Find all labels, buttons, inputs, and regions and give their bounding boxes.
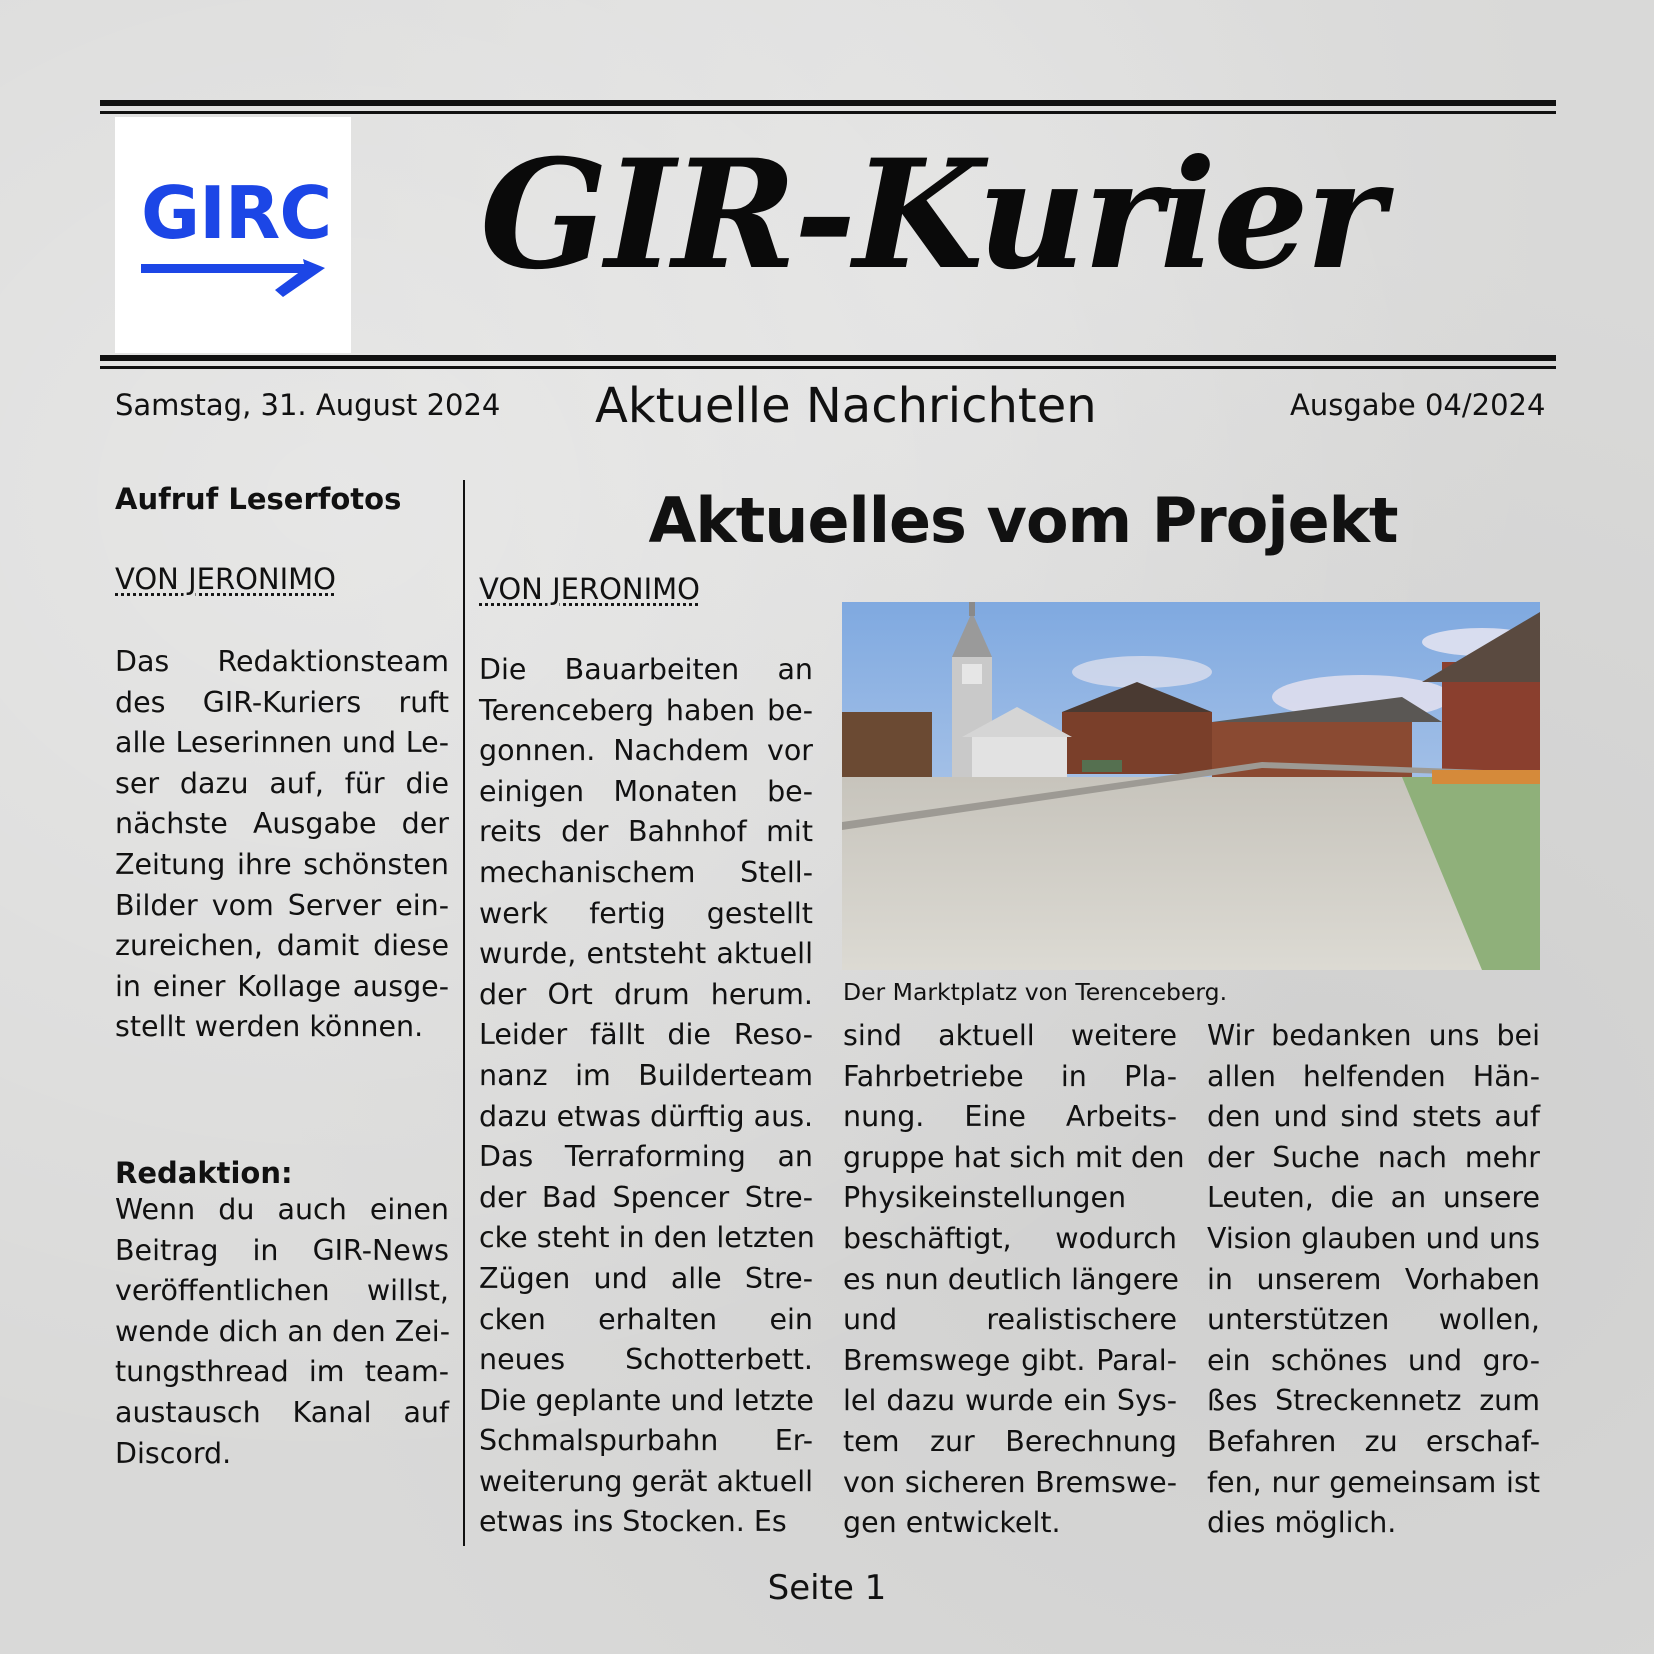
body-line: fen, nur gemeinsam ist xyxy=(1207,1465,1540,1499)
body-line: lel dazu wurde ein Sys- xyxy=(843,1384,1177,1418)
body-line: Befahren zu erschaf- xyxy=(1207,1424,1540,1458)
body-line: in unserem Vorhaben xyxy=(1207,1262,1540,1296)
body-line: neues Schotterbett. xyxy=(479,1343,813,1377)
body-line: Wir bedanken uns bei xyxy=(1207,1019,1540,1052)
body-line: Terenceberg haben be- xyxy=(479,693,813,727)
sidebar-byline: VON JERONIMO xyxy=(115,562,337,596)
body-line: ein schönes und gro- xyxy=(1207,1343,1540,1377)
section-title: Aktuelle Nachrichten xyxy=(595,378,1097,434)
body-line: Leuten, die an unsere xyxy=(1207,1181,1540,1215)
body-line: Zeitung ihre schönsten xyxy=(115,847,449,881)
body-line: ßes Streckennetz zum xyxy=(1207,1384,1540,1418)
body-line: von sicheren Bremswe- xyxy=(843,1465,1177,1499)
body-line: Das Redaktionsteam xyxy=(115,645,449,678)
body-line: tem zur Berechnung xyxy=(843,1424,1177,1458)
body-line: werk fertig gestellt xyxy=(479,896,813,930)
body-line: austausch Kanal auf xyxy=(115,1395,449,1429)
body-line: sind aktuell weitere xyxy=(843,1019,1177,1052)
article-column-2 xyxy=(843,1016,1185,1544)
body-line: nung. Eine Arbeits- xyxy=(843,1100,1177,1134)
body-line: dies möglich. xyxy=(1207,1506,1397,1540)
body-line: Fahrbetriebe in Pla- xyxy=(843,1059,1177,1093)
page-number: Seite 1 xyxy=(767,1568,887,1608)
body-line: cke steht in den letzten xyxy=(479,1221,815,1255)
body-line: reits der Bahnhof mit xyxy=(479,815,813,849)
masthead-title: GIR-Kurier xyxy=(480,127,1382,303)
issue-number: Ausgabe 04/2024 xyxy=(1290,388,1546,422)
body-line: und realistischere xyxy=(843,1303,1177,1337)
top-rule-thin xyxy=(100,111,1556,114)
body-line: nanz im Builderteam xyxy=(479,1058,813,1092)
photo-caption: Der Marktplatz von Terenceberg. xyxy=(843,978,1228,1006)
sidebar-article-title: Aufruf Leserfotos xyxy=(115,482,402,516)
body-line: allen helfenden Hän- xyxy=(1207,1059,1540,1093)
body-line: Die Bauarbeiten an xyxy=(479,653,813,686)
body-line: etwas ins Stocken. Es xyxy=(479,1505,787,1539)
body-line: gonnen. Nachdem vor xyxy=(479,734,813,768)
body-line: wurde, entsteht aktuell xyxy=(479,937,813,971)
body-line: mechanischem Stell- xyxy=(479,855,813,889)
body-line: stellt werden können. xyxy=(115,1010,424,1044)
article-headline: Aktuelles vom Projekt xyxy=(648,484,1398,557)
body-line: beschäftigt, wodurch xyxy=(843,1221,1177,1255)
top-rule xyxy=(100,100,1556,106)
arrow-icon xyxy=(141,259,331,299)
sidebar-article-body xyxy=(115,642,449,1048)
body-line: wende dich an den Zei- xyxy=(115,1314,450,1348)
body-line: Beitrag in GIR-News xyxy=(115,1233,449,1267)
body-line: Physikeinstellungen xyxy=(843,1181,1127,1215)
body-line: alle Leserinnen und Le- xyxy=(115,726,449,760)
header-rule xyxy=(100,355,1556,361)
body-line: Die geplante und letzte xyxy=(479,1383,814,1417)
header-rule-thin xyxy=(100,366,1556,369)
body-line: dazu etwas dürftig aus. xyxy=(479,1099,814,1133)
editorial-title: Redaktion: xyxy=(115,1155,293,1190)
body-line: ser dazu auf, für die xyxy=(115,766,449,800)
body-line: tungsthread im team- xyxy=(115,1355,449,1389)
body-line: zureichen, damit diese xyxy=(115,929,449,963)
body-line: Bilder vom Server ein- xyxy=(115,888,449,922)
body-line: in einer Kollage ausge- xyxy=(115,969,449,1003)
body-line: der Ort drum herum. xyxy=(479,977,813,1011)
body-line: Bremswege gibt. Paral- xyxy=(843,1343,1177,1377)
body-line: gruppe hat sich mit den xyxy=(843,1140,1185,1174)
body-line: es nun deutlich längere xyxy=(843,1262,1179,1296)
body-line: veröffentlichen willst, xyxy=(115,1274,449,1308)
body-line: weiterung gerät aktuell xyxy=(479,1464,814,1498)
body-line: Wenn du auch einen xyxy=(115,1192,449,1226)
logo xyxy=(115,117,351,353)
body-line: einigen Monaten be- xyxy=(479,774,813,808)
article-column-1 xyxy=(479,650,813,1543)
article-column-3 xyxy=(1207,1016,1540,1544)
body-line: cken erhalten ein xyxy=(479,1302,813,1336)
body-line: Vision glauben und uns xyxy=(1207,1221,1540,1255)
body-line: Zügen und alle Stre- xyxy=(479,1261,813,1295)
body-line: den und sind stets auf xyxy=(1207,1100,1540,1134)
issue-date: Samstag, 31. August 2024 xyxy=(115,388,501,422)
body-line: Discord. xyxy=(115,1436,232,1470)
body-line: der Bad Spencer Stre- xyxy=(479,1180,813,1214)
body-line: Leider fällt die Reso- xyxy=(479,1018,813,1052)
body-line: unterstützen wollen, xyxy=(1207,1303,1540,1337)
body-line: Das Terraforming an xyxy=(479,1140,813,1174)
market-square-photo xyxy=(842,602,1540,970)
sidebar-column xyxy=(115,482,449,1474)
body-line: des GIR-Kuriers ruft xyxy=(115,685,449,719)
body-line: der Suche nach mehr xyxy=(1207,1140,1540,1174)
column-divider xyxy=(463,480,465,1546)
body-line: nächste Ausgabe der xyxy=(115,807,449,841)
body-line: gen entwickelt. xyxy=(843,1506,1061,1540)
logo-text: GIRC xyxy=(141,171,332,255)
article-byline: VON JERONIMO xyxy=(479,572,701,606)
editorial-body xyxy=(115,1190,449,1474)
body-line: Schmalspurbahn Er- xyxy=(479,1424,813,1458)
